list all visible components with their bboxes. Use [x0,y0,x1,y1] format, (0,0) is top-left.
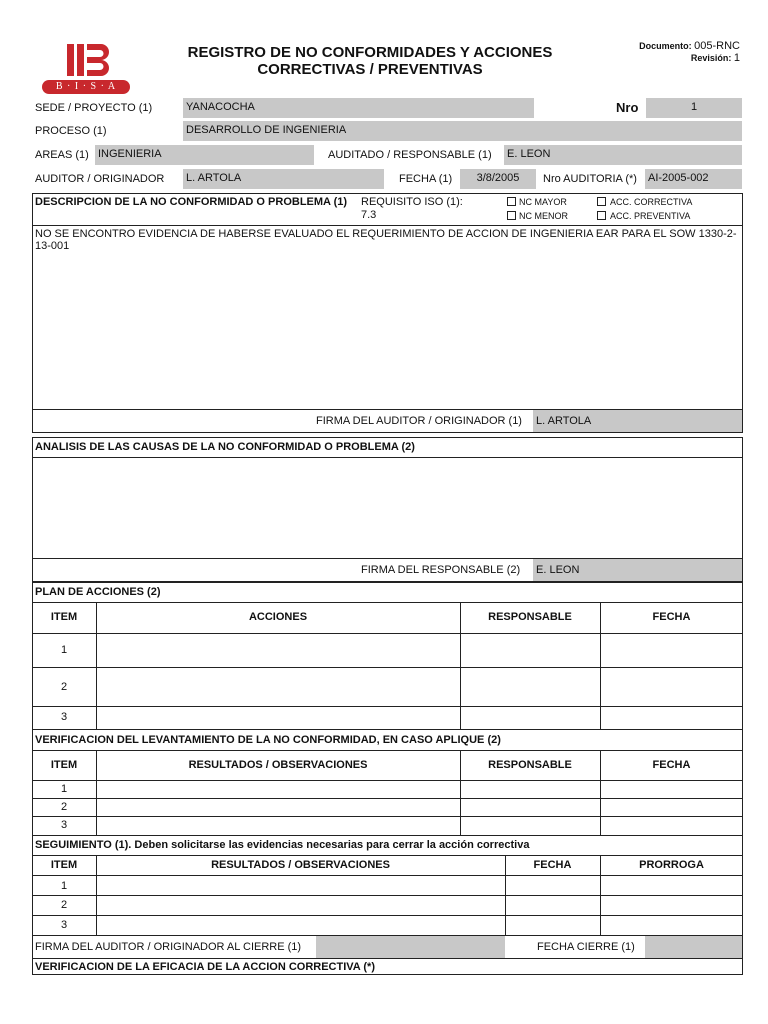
doc-code-value: 005-RNC [694,40,740,52]
nc-mayor-label: NC MAYOR [519,197,567,207]
followup-row-item: 2 [60,899,68,911]
acc-preventiva-label: ACC. PREVENTIVA [610,211,691,221]
verification-row-item: 1 [60,783,68,795]
verification-col-resultados: RESULTADOS / OBSERVACIONES [188,759,368,771]
divider [32,816,743,817]
followup-col-resultados: RESULTADOS / OBSERVACIONES [211,859,390,871]
auditor-label: AUDITOR / ORIGINADOR [35,173,165,185]
plan-col-fecha: FECHA [652,611,691,623]
areas-field[interactable]: INGENIERIA [95,145,314,165]
fecha-label: FECHA (1) [399,173,453,185]
divider [32,875,743,876]
document-code [600,40,740,52]
plan-row-item: 1 [60,644,68,656]
areas-label: AREAS (1) [35,149,89,161]
sede-label: SEDE / PROYECTO (1) [35,102,153,114]
description-text[interactable]: NO SE ENCONTRO EVIDENCIA DE HABERSE EVALUADO EL REQUERIMIENTO DE ACCION DE INGENIERIA EAR PARA EL SOW 1330-2-13-001 [35,228,737,252]
title-line-1: REGISTRO DE NO CONFORMIDADES Y ACCIONES [187,44,553,61]
nc-menor-checkbox[interactable] [507,211,516,220]
document-title [140,44,600,78]
divider [32,633,743,634]
title-line-2: CORRECTIVAS / PREVENTIVAS [257,61,483,78]
divider [32,706,743,707]
plan-row-item: 3 [60,711,68,723]
divider [32,895,743,896]
divider [32,915,743,916]
revision-label: Revisión: [690,53,732,63]
divider [32,225,743,226]
plan-col-item: ITEM [50,611,78,623]
nc-menor-label: NC MENOR [519,211,568,221]
followup-row-item: 3 [60,919,68,931]
followup-heading: SEGUIMIENTO (1). Deben solicitarse las evidencias necesarias para cerrar la acción correctiva [35,839,530,851]
plan-col-acciones: ACCIONES [248,611,308,623]
auditado-field[interactable]: E. LEON [504,145,742,165]
plan-row-item: 2 [60,681,68,693]
verification-row-item: 2 [60,801,68,813]
divider [32,750,743,751]
auditor-signature-label: FIRMA DEL AUDITOR / ORIGINADOR (1) [316,415,522,427]
analysis-text-area[interactable] [34,459,741,557]
acc-correctiva-label: ACC. CORRECTIVA [610,197,693,207]
divider [32,798,743,799]
auditor-signature-field[interactable]: L. ARTOLA [533,410,742,432]
fecha-field[interactable]: 3/8/2005 [460,169,536,189]
nro-field[interactable]: 1 [646,98,742,118]
auditado-label: AUDITADO / RESPONSABLE (1) [328,149,492,161]
divider [32,729,743,730]
followup-row-item: 1 [60,880,68,892]
followup-col-item: ITEM [50,859,78,871]
auditor-field[interactable]: L. ARTOLA [183,169,384,189]
fecha-cierre-field[interactable] [645,936,742,958]
acc-preventiva-checkbox[interactable] [597,211,606,220]
acc-correctiva-checkbox[interactable] [597,197,606,206]
fecha-cierre-label: FECHA CIERRE (1) [537,941,635,953]
nro-auditoria-field[interactable]: AI-2005-002 [645,169,742,189]
divider [32,855,743,856]
plan-heading: PLAN DE ACCIONES (2) [35,586,161,598]
nc-mayor-checkbox[interactable] [507,197,516,206]
sede-field[interactable]: YANACOCHA [183,98,534,118]
verification-col-responsable: RESPONSABLE [488,759,572,771]
nro-label: Nro [616,100,639,115]
requisito-label: REQUISITO ISO (1): [361,196,463,208]
closing-signature-field[interactable] [316,936,505,958]
responsable-signature-label: FIRMA DEL RESPONSABLE (2) [361,564,521,576]
eficacia-heading: VERIFICACION DE LA EFICACIA DE LA ACCION CORRECTIVA (*) [35,961,375,973]
verification-col-fecha: FECHA [652,759,691,771]
followup-col-prorroga: PRORROGA [639,859,704,871]
verification-row-item: 3 [60,819,68,831]
revision [600,52,740,64]
company-logo [40,42,132,98]
divider [32,602,743,603]
logo-letters: B · I · S · A [55,81,117,92]
description-heading: DESCRIPCION DE LA NO CONFORMIDAD O PROBLEMA (1) [35,196,348,208]
verification-col-item: ITEM [50,759,78,771]
divider [32,780,743,781]
analysis-heading: ANALISIS DE LAS CAUSAS DE LA NO CONFORMIDAD O PROBLEMA (2) [35,441,415,453]
plan-col-responsable: RESPONSABLE [488,611,572,623]
closing-signature-label: FIRMA DEL AUDITOR / ORIGINADOR AL CIERRE (1) [35,941,302,953]
divider [32,958,743,959]
requisito-value: 7.3 [361,209,377,221]
divider [32,667,743,668]
actions-section [32,582,743,975]
revision-value: 1 [733,52,740,64]
responsable-signature-field[interactable]: E. LEON [533,559,742,581]
nro-auditoria-label: Nro AUDITORIA (*) [543,173,637,185]
doc-code-label: Documento: [639,41,692,51]
proceso-field[interactable]: DESARROLLO DE INGENIERIA [183,121,742,141]
followup-col-fecha: FECHA [533,859,572,871]
proceso-label: PROCESO (1) [35,125,107,137]
divider [32,835,743,836]
verification-heading: VERIFICACION DEL LEVANTAMIENTO DE LA NO CONFORMIDAD, EN CASO APLIQUE (2) [35,734,501,746]
divider [32,457,743,458]
